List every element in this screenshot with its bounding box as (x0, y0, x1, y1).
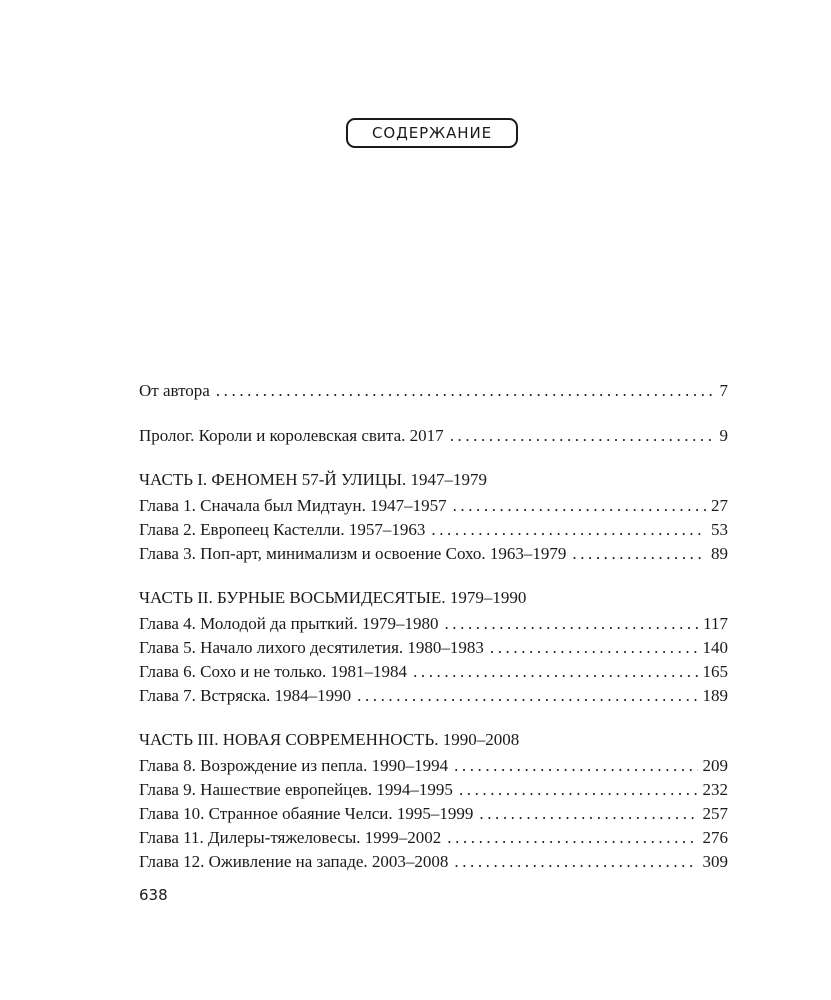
toc-entry-chapter (139, 826, 728, 850)
leader-dots (479, 802, 697, 826)
entry-title: Глава 8. Возрождение из пепла. 1990–1994 (139, 756, 449, 775)
leader-dots (454, 850, 697, 874)
entry-page: 189 (702, 686, 728, 705)
entry-page: 9 (719, 426, 728, 445)
entry-title: Глава 2. Европеец Кастелли. 1957–1963 (139, 520, 426, 539)
entry-page: 309 (702, 852, 728, 871)
leader-dots (450, 424, 715, 448)
toc-entry-chapter (139, 850, 728, 874)
toc-entry-chapter (139, 802, 728, 826)
entry-page: 257 (702, 804, 728, 823)
leader-dots (490, 636, 698, 660)
leader-dots (459, 778, 698, 802)
leader-dots (357, 684, 697, 708)
entry-page: 7 (719, 381, 728, 400)
entry-title: Глава 11. Дилеры-тяжеловесы. 1999–2002 (139, 828, 442, 847)
leader-dots (453, 494, 706, 518)
part-3-title: ЧАСТЬ III. НОВАЯ СОВРЕМЕННОСТЬ. 1990–2008 (139, 730, 520, 749)
leader-dots (216, 379, 715, 403)
entry-page: 165 (702, 662, 728, 681)
entry-title: Глава 4. Молодой да прыткий. 1979–1980 (139, 614, 439, 633)
leader-dots (431, 518, 706, 542)
toc-entry-chapter (139, 636, 728, 660)
entry-page: 27 (711, 496, 728, 515)
entry-title: Глава 5. Начало лихого десятилетия. 1980–1983 (139, 638, 484, 657)
leader-dots (413, 660, 697, 684)
page-number: 638 (139, 886, 168, 904)
leader-dots (454, 754, 697, 778)
entry-page: 117 (703, 614, 728, 633)
toc-entry-chapter (139, 612, 728, 636)
toc-entry-chapter (139, 684, 728, 708)
entry-page: 89 (711, 544, 728, 563)
toc-entry-chapter (139, 660, 728, 684)
leader-dots (447, 826, 697, 850)
part-2-title: ЧАСТЬ II. БУРНЫЕ ВОСЬМИДЕСЯТЫЕ. 1979–1990 (139, 588, 527, 607)
entry-title: Глава 12. Оживление на западе. 2003–2008 (139, 852, 449, 871)
entry-page: 276 (702, 828, 728, 847)
leader-dots (572, 542, 706, 566)
contents-heading: СОДЕРЖАНИЕ (346, 118, 518, 148)
toc-entry-chapter (139, 542, 728, 566)
toc-entry-prologue (139, 424, 728, 448)
entry-title: Глава 9. Нашествие европейцев. 1994–1995 (139, 780, 453, 799)
toc-entry-chapter (139, 518, 728, 542)
entry-title: Глава 1. Сначала был Мидтаун. 1947–1957 (139, 496, 447, 515)
entry-page: 53 (711, 520, 728, 539)
table-of-contents (139, 379, 728, 874)
entry-title: Глава 10. Странное обаяние Челси. 1995–1999 (139, 804, 474, 823)
entry-title: Пролог. Короли и королевская свита. 2017 (139, 426, 444, 445)
toc-entry-chapter (139, 494, 728, 518)
entry-page: 140 (702, 638, 728, 657)
leader-dots (444, 612, 698, 636)
entry-title: Глава 3. Поп-арт, минимализм и освоение Сохо. 1963–1979 (139, 544, 567, 563)
entry-page: 232 (702, 780, 728, 799)
toc-entry-chapter (139, 778, 728, 802)
part-1-title: ЧАСТЬ I. ФЕНОМЕН 57-Й УЛИЦЫ. 1947–1979 (139, 470, 487, 489)
toc-entry-author (139, 379, 728, 403)
entry-title: Глава 7. Встряска. 1984–1990 (139, 686, 352, 705)
entry-title: От автора (139, 381, 210, 400)
entry-page: 209 (702, 756, 728, 775)
entry-title: Глава 6. Сохо и не только. 1981–1984 (139, 662, 408, 681)
toc-entry-chapter (139, 754, 728, 778)
